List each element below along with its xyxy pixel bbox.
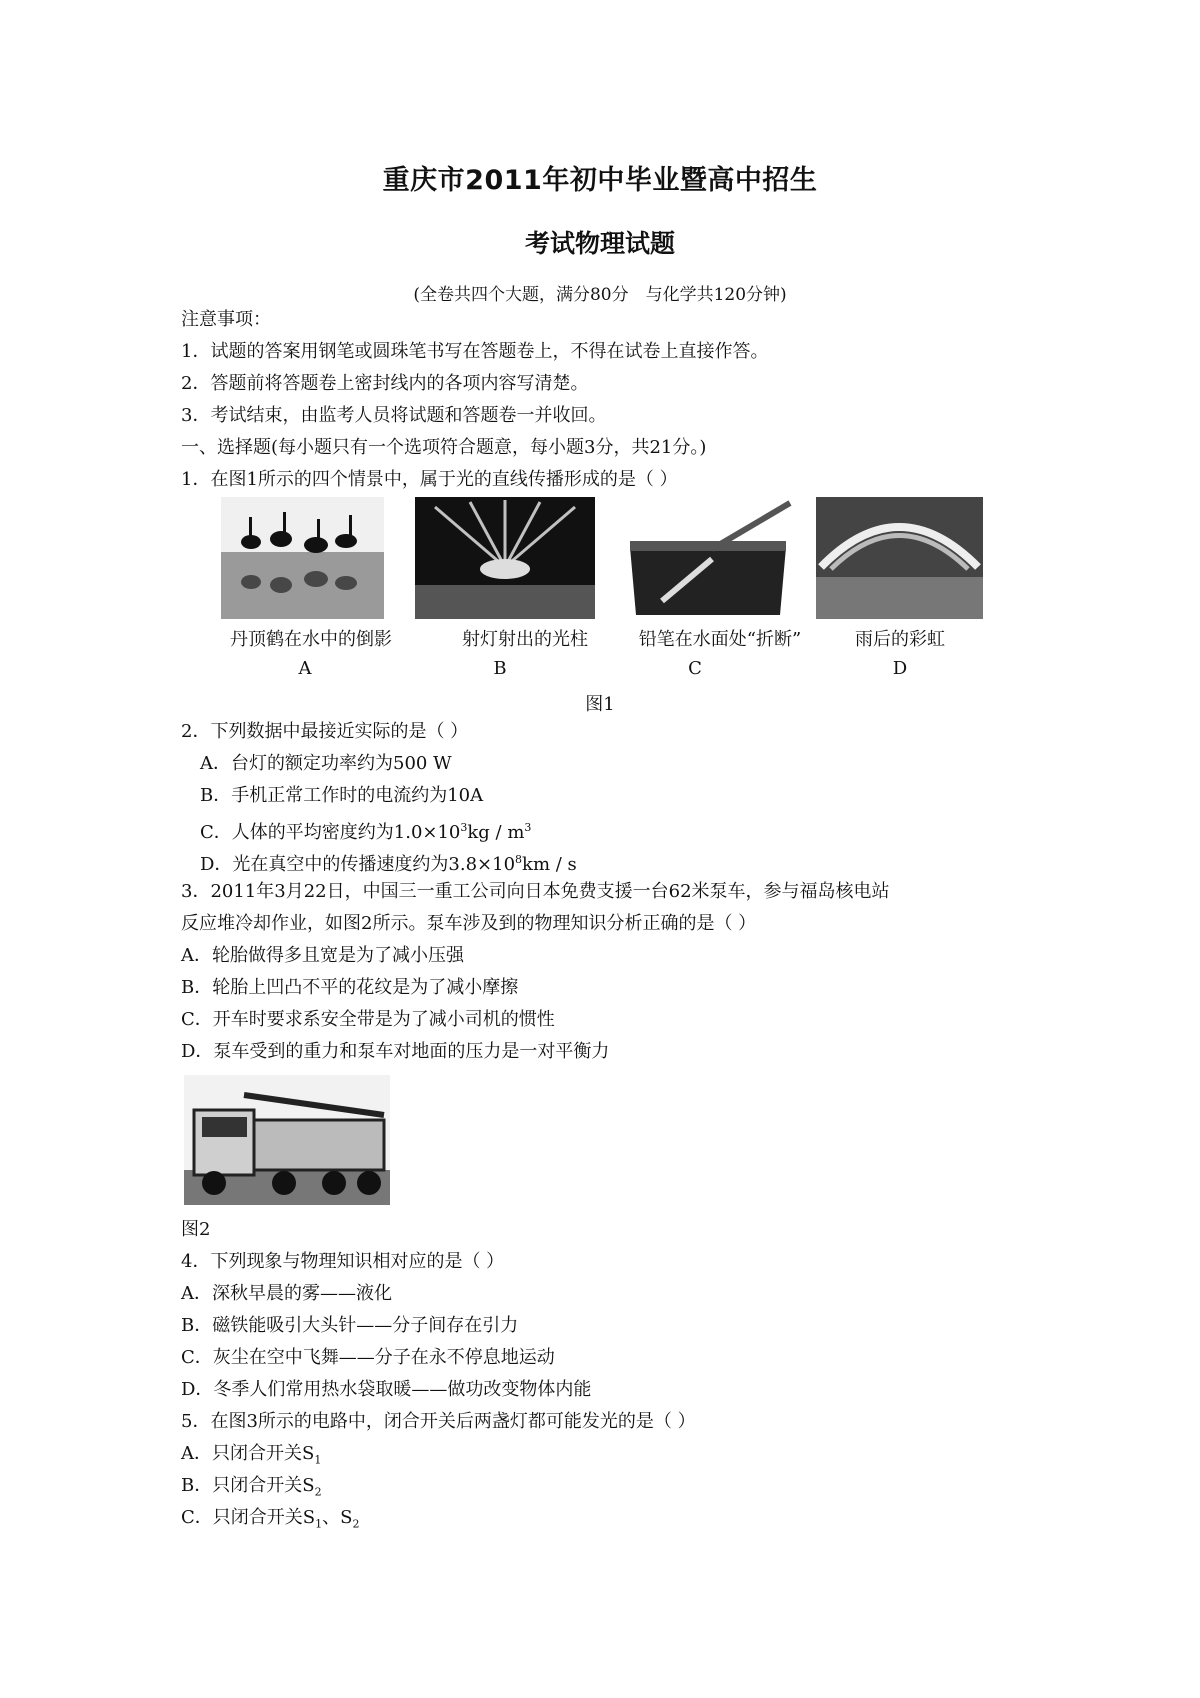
- q2-stem: 2．下列数据中最接近实际的是（ ）: [181, 721, 469, 742]
- exam-subtitle: (全卷共四个大题，满分80分 与化学共120分钟): [413, 285, 787, 305]
- figure1-c-caption: 铅笔在水面处“折断”: [638, 629, 802, 650]
- note-item-2: 2．答题前将答题卷上密封线内的各项内容写清楚。: [181, 373, 589, 394]
- figure1-d-rainbow-image: [816, 497, 983, 619]
- note-item-3: 3．考试结束，由监考人员将试题和答题卷一并收回。: [181, 405, 607, 426]
- q2-option-c: C．人体的平均密度约为$1.0\times 10^3kg / m^3$: [200, 821, 532, 843]
- q5-option-b: B．只闭合开关$S_2$: [181, 1475, 322, 1499]
- q5-option-c: C．只闭合开关$S_1$、$S_2$: [181, 1507, 360, 1531]
- exam-title-line2: 考试物理试题: [524, 229, 675, 258]
- notes-heading: 注意事项：: [181, 309, 271, 330]
- q5-option-a: A．只闭合开关$S_1$: [181, 1443, 322, 1467]
- q3-option-b: B．轮胎上凹凸不平的花纹是为了减小摩擦: [181, 977, 519, 998]
- figure1-c-letter: C: [688, 658, 702, 679]
- figure1-a-caption: 丹顶鹤在水中的倒影: [230, 629, 392, 650]
- q2-option-a: A．台灯的额定功率约为500 W: [200, 753, 452, 774]
- q2-option-b: B．手机正常工作时的电流约为10A: [200, 785, 484, 806]
- figure1-label: 图1: [585, 694, 615, 715]
- figure1-b-caption: 射灯射出的光柱: [462, 629, 588, 650]
- q4-option-d: D．冬季人们常用热水袋取暖——做功改变物体内能: [181, 1379, 592, 1400]
- q2-option-d: D．光在真空中的传播速度约为$3.8\times 10^8km / s$: [200, 853, 577, 875]
- figure1-c-pencil-water-image: [622, 497, 794, 619]
- q4-stem: 4．下列现象与物理知识相对应的是（ ）: [181, 1251, 505, 1272]
- figure1-b-spotlight-image: [415, 497, 595, 619]
- q3-option-a: A．轮胎做得多且宽是为了减小压强: [181, 945, 464, 966]
- figure2-pump-truck-image: [184, 1075, 390, 1205]
- q3-stem-line1: 3．2011年3月22日，中国三一重工公司向日本免费支援一台62米泵车，参与福岛核电站: [181, 881, 890, 902]
- section1-heading: 一、选择题(每小题只有一个选项符合题意，每小题3分，共21分。): [181, 437, 707, 458]
- q3-option-c: C．开车时要求系安全带是为了减小司机的惯性: [181, 1009, 555, 1030]
- figure1-d-letter: D: [892, 658, 908, 679]
- q5-stem: 5．在图3所示的电路中，闭合开关后两盏灯都可能发光的是（ ）: [181, 1411, 696, 1432]
- figure1-a-letter: A: [298, 658, 312, 679]
- q3-stem-line2: 反应堆冷却作业，如图2所示。泵车涉及到的物理知识分析正确的是（ ）: [181, 913, 757, 934]
- figure1-a-crane-reflection-image: [221, 497, 384, 619]
- exam-title-line1: 重庆市2011年初中毕业暨高中招生: [382, 165, 818, 196]
- figure2-label: 图2: [181, 1219, 211, 1240]
- figure1-b-letter: B: [493, 658, 507, 679]
- note-item-1: 1．试题的答案用钢笔或圆珠笔书写在答题卷上，不得在试卷上直接作答。: [181, 341, 769, 362]
- q4-option-a: A．深秋早晨的雾——液化: [181, 1283, 392, 1304]
- q3-option-d: D．泵车受到的重力和泵车对地面的压力是一对平衡力: [181, 1041, 610, 1062]
- figure1-d-caption: 雨后的彩虹: [855, 629, 945, 650]
- q1-stem: 1．在图1所示的四个情景中，属于光的直线传播形成的是（ ）: [181, 469, 678, 490]
- q4-option-c: C．灰尘在空中飞舞——分子在永不停息地运动: [181, 1347, 555, 1368]
- q4-option-b: B．磁铁能吸引大头针——分子间存在引力: [181, 1315, 519, 1336]
